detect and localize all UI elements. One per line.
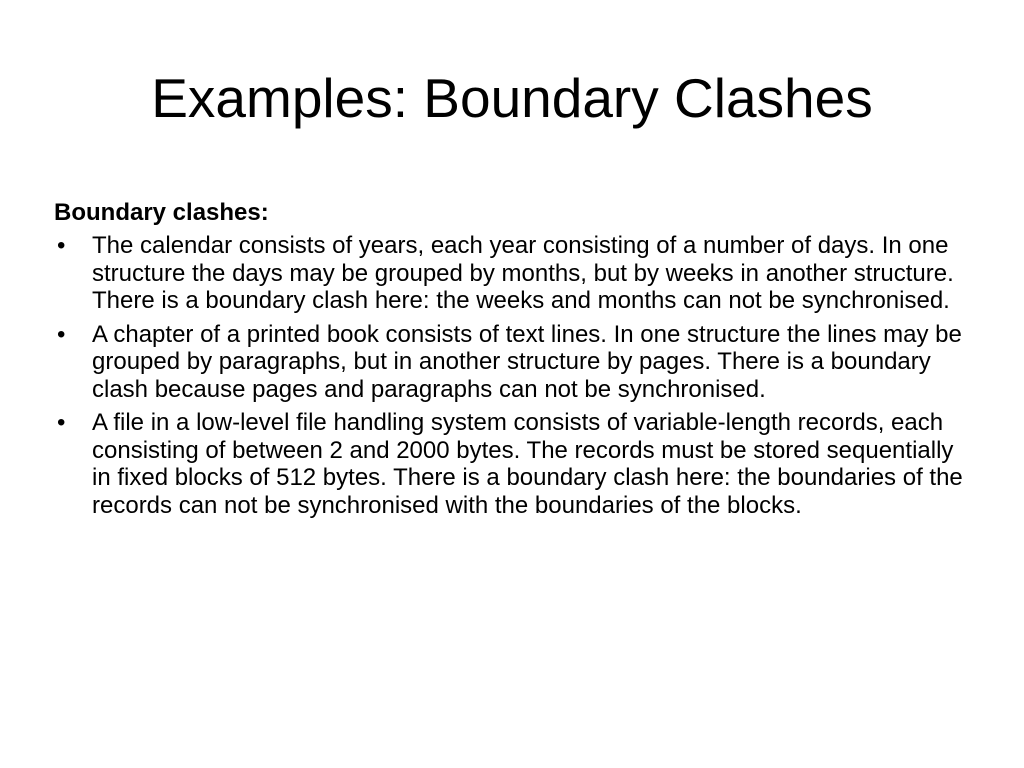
bullet-item [54,409,974,519]
bullet-text: A file in a low-level file handling system consists of variable-length records, each consisting of between 2 and 2000 bytes. The records must be stored sequentially in fixed blocks of 512 bytes. There is a boundary clash here: the boundaries of the records can not be synchronised with the boundaries of the blocks. [92,409,963,519]
bullet-item [54,321,974,404]
bullet-icon: • [57,409,66,436]
slide-content [54,198,974,525]
bullet-text: A chapter of a printed book consists of text lines. In one structure the lines may be grouped by paragraphs, but in another structure by pages. There is a boundary clash because pages and paragraphs can not be synchronised. [92,320,962,403]
section-heading: Boundary clashes: [54,199,269,226]
bullet-icon: • [57,232,66,259]
bullet-item [54,232,974,315]
bullet-text: The calendar consists of years, each year consisting of a number of days. In one structure the days may be grouped by months, but by weeks in another structure. There is a boundary clash here: the weeks and months can not be synchronised. [92,232,954,314]
slide-title: Examples: Boundary Clashes [151,67,873,129]
bullet-list [54,232,974,519]
bullet-icon: • [57,320,66,348]
